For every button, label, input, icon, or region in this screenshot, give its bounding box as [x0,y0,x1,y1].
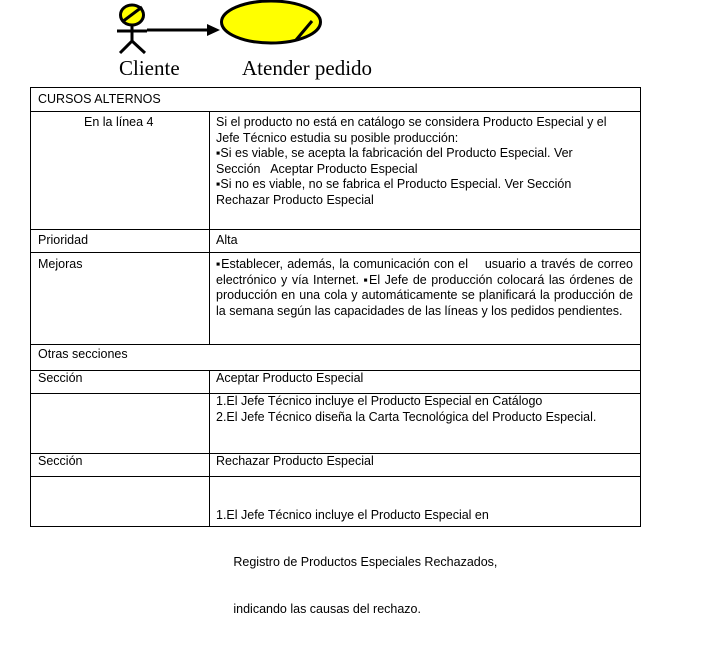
actor-label: Cliente [119,56,180,80]
row-divider [31,252,640,253]
alternate-description [216,115,633,209]
alternate-line: Rechazar Producto Especial [216,192,374,207]
priority-value: Alta [216,233,238,247]
row-divider [31,111,640,112]
step-line: 2.El Jefe Técnico diseña la Carta Tecnológica del Producto Especial. [216,409,597,424]
column-divider [209,111,210,344]
alternate-line: Sección Aceptar Producto Especial [216,161,418,176]
step-line: indicando las causas del rechazo. [216,601,421,616]
association-arrow [147,24,220,36]
priority-label: Prioridad [38,233,89,247]
alternate-line: ▪Si no es viable, no se fabrica el Producto Especial. Ver Sección [216,177,572,192]
alternate-line: Si el producto no está en catálogo se considera Producto Especial y el [216,115,607,129]
use-case-label: Atender pedido [242,56,373,80]
seccion-value: Aceptar Producto Especial [216,371,364,385]
row-divider [31,229,640,230]
step-line: 1.El Jefe Técnico incluye el Producto Especial en Catálogo [216,394,543,408]
use-case-ellipse [222,1,321,43]
line-reference: En la línea 4 [84,115,154,129]
actor-icon [117,5,147,53]
seccion-label: Sección [38,371,83,385]
step-line: 1.El Jefe Técnico incluye el Producto Especial en [216,508,489,523]
mejoras-label: Mejoras [38,257,83,271]
alternate-courses-table [30,87,641,616]
step-line: Registro de Productos Especiales Rechazados, [216,554,498,569]
seccion-label: Sección [38,454,83,468]
seccion-steps [216,477,633,649]
alternate-line: ▪Si es viable, se acepta la fabricación del Producto Especial. Ver [216,146,573,161]
mejoras-text: ▪Establecer, además, la comunicación con el usuario a través de correo electrónico y vía Internet. ▪El Jefe de producción colocará las órdenes de producción en una cola y automáticamente se planificará la producción de la semana según las capacidades de las líneas y los pedidos pendientes. [216,257,637,318]
row-divider [31,344,640,345]
seccion-steps [216,394,633,425]
column-divider [209,370,210,527]
section-title-alternos: CURSOS ALTERNOS [38,92,161,106]
alternate-line: Jefe Técnico estudia su posible producción: [216,130,459,145]
seccion-value: Rechazar Producto Especial [216,454,374,468]
section-title-otras: Otras secciones [38,347,128,361]
